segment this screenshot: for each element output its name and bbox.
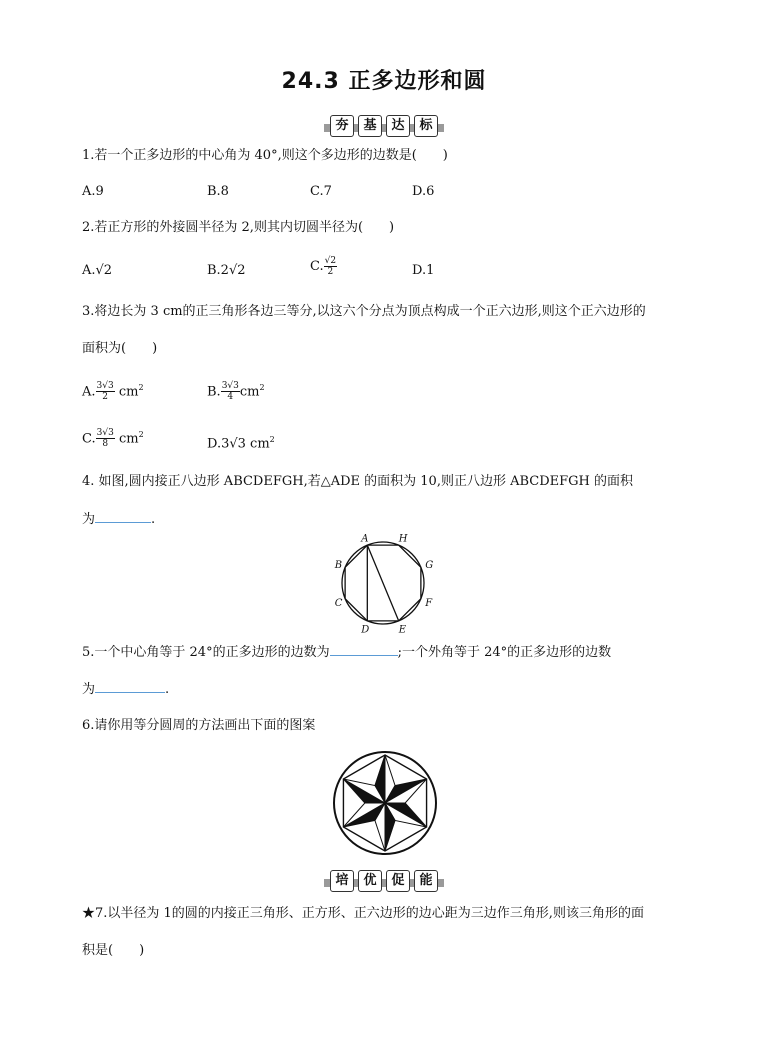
q3-option-c: C. $\frac{3√3}{8}$ $cm^2$: [82, 428, 144, 450]
answer-blank[interactable]: [95, 680, 165, 693]
page-title: 24.3 正多边形和圆: [281, 69, 487, 94]
banner-char: 夯: [330, 115, 354, 137]
star-pattern-figure: [330, 748, 440, 858]
vertex-label: A: [361, 533, 369, 545]
q2-option-b: B.2√2: [207, 263, 246, 278]
q3-option-d: D.3√3 $cm^2$: [207, 435, 275, 452]
q2-option-a: A.√2: [82, 263, 113, 278]
vertex-label: C: [334, 597, 343, 609]
question-1-text: 1.若一个正多边形的中心角为 40°,则这个多边形的边数是( ): [82, 148, 448, 163]
banner-char: 达: [386, 115, 410, 137]
vertex-label: G: [425, 560, 434, 572]
question-2-text: 2.若正方形的外接圆半径为 2,则其内切圆半径为( ): [82, 220, 395, 235]
section-banner-advanced: [324, 870, 444, 892]
question-7-line-1: ★7.以半径为 1的圆的内接正三角形、正方形、正六边形的边心距为三边作三角形,则该三角形的面: [82, 906, 644, 921]
banner-char: 优: [358, 870, 382, 892]
q2-option-c: C. $\frac{√2}{2}$: [310, 256, 337, 277]
banner-char: 促: [386, 870, 410, 892]
q1-option-c: C.7: [310, 184, 332, 199]
question-7-line-2: 积是( ): [82, 943, 145, 958]
question-4-line-1: 4. 如图,圆内接正八边形 ABCDEFGH,若△ADE 的面积为 10,则正八边形 ABCDEFGH 的面积: [82, 474, 634, 489]
question-3-line-2: 面积为( ): [82, 341, 158, 356]
vertex-label: D: [361, 624, 370, 636]
banner-char: 能: [414, 870, 438, 892]
vertex-label: F: [425, 597, 433, 609]
banner-char: 基: [358, 115, 382, 137]
q3-option-a: A. $\frac{3√3}{2}$ $cm^2$: [82, 381, 144, 403]
q1-option-d: D.6: [412, 184, 435, 199]
q3-option-b: B. $\frac{3√3}{4}$ $cm^2$: [207, 381, 265, 403]
banner-char: 标: [414, 115, 438, 137]
banner-char: 培: [330, 870, 354, 892]
question-5-line-2: 为 .: [82, 682, 170, 697]
answer-blank[interactable]: [95, 510, 151, 523]
octagon-figure: [330, 532, 440, 637]
q1-option-b: B.8: [207, 184, 229, 199]
q1-option-a: A.9: [82, 184, 104, 199]
vertex-label: E: [398, 624, 407, 636]
question-6-text: 6.请你用等分圆周的方法画出下面的图案: [82, 718, 316, 733]
vertex-label: H: [398, 533, 408, 545]
answer-blank[interactable]: [330, 643, 398, 656]
vertex-label: B: [334, 560, 343, 572]
question-3-line-1: 3.将边长为 3 cm的正三角形各边三等分,以这六个分点为顶点构成一个正六边形,则这个正六边形的: [82, 304, 646, 319]
q2-option-d: D.1: [412, 263, 435, 278]
question-5-line-1: 5.一个中心角等于 24°的正多边形的边数为 ;一个外角等于 24°的正多边形的边数: [82, 645, 612, 660]
question-4-line-2: 为 .: [82, 512, 156, 527]
section-banner-basic: [324, 115, 444, 137]
